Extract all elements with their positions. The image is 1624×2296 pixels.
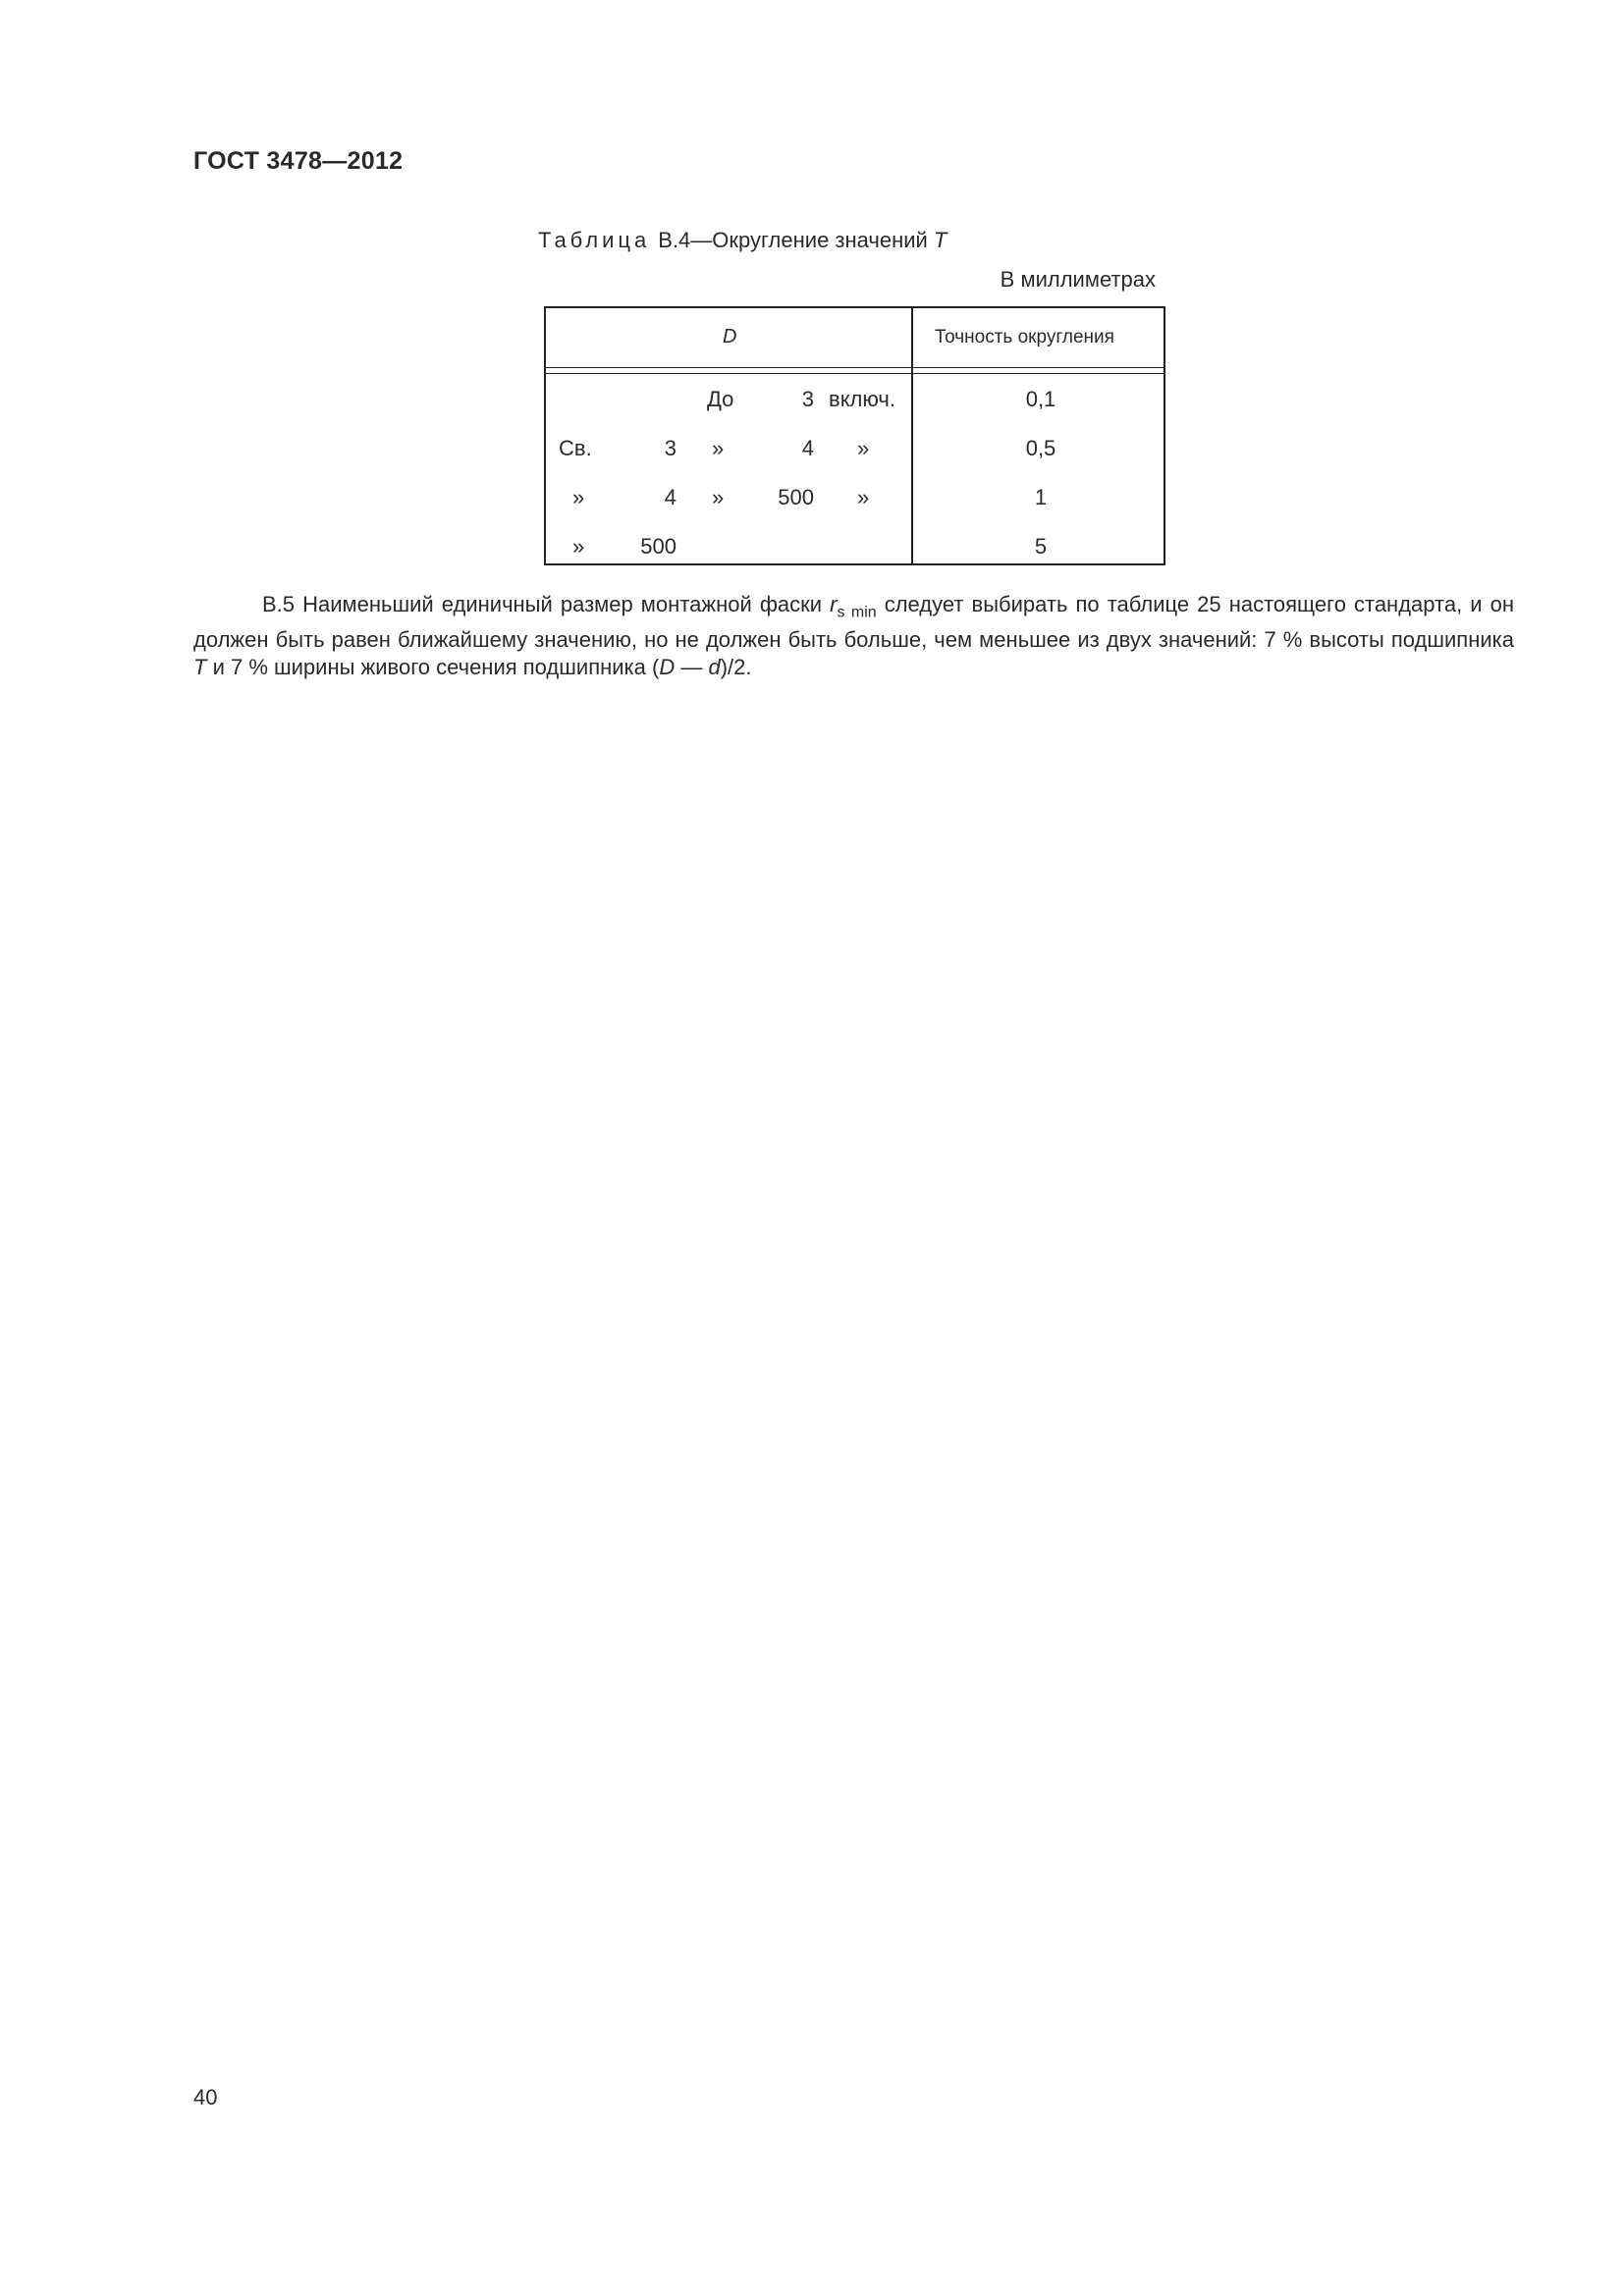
table-cell-from: 500 [640,534,677,559]
symbol-r: r [830,592,838,616]
table-cell-accuracy: 0,5 [1025,436,1056,460]
document-header: ГОСТ 3478—2012 [193,147,404,175]
column-header-accuracy: Точность округления [935,327,1114,347]
table-cell-word: До [707,387,734,411]
symbol-d-inner: d [708,655,721,680]
rounding-table [544,306,1165,565]
paragraph-b5 [193,591,1514,681]
table-cell-word: » [712,436,725,460]
table-caption [538,228,947,253]
paragraph-text: и 7 % ширины живого сечения подшипника ( [206,655,660,680]
table-cell-suffix: включ. [829,387,895,411]
table-caption-variable: T [933,228,947,252]
table-cell-accuracy: 0,1 [1025,387,1056,411]
symbol-r-subscript: s min [837,604,877,621]
table-caption-text: В.4—Округление значений [658,228,928,252]
table-cell-word: » [712,485,725,509]
page-number: 40 [193,2085,218,2109]
symbol-t: T [193,655,207,680]
table-caption-prefix: Таблица [538,228,651,252]
header-divider [546,367,1164,374]
column-header-d: D [723,326,737,347]
table-cell-prefix: Св. [559,436,592,460]
table-cell-to: 3 [801,387,814,411]
table-cell-accuracy: 5 [1034,534,1048,559]
table-cell-suffix: » [857,485,870,509]
paragraph-text: следует выбирать по таблице 25 настоящего стандарта, и он должен быть равен ближайшему значению, но не должен быть больше, чем меньшее из двух значений: 7 % высоты подшипника [193,592,1514,653]
paragraph-text: )/2. [720,655,752,680]
table-cell-prefix: » [572,485,585,509]
paragraph-text: В.5 Наименьший единичный размер монтажной фаски [262,592,831,616]
paragraph-text: — [675,655,709,680]
table-cell-to: 500 [778,485,814,509]
table-cell-accuracy: 1 [1034,485,1048,509]
table-cell-suffix: » [857,436,870,460]
table-cell-prefix: » [572,534,585,559]
table-cell-to: 4 [801,436,814,460]
symbol-d-outer: D [659,655,676,680]
table-units: В миллиметрах [1000,267,1156,292]
table-cell-from: 4 [664,485,677,509]
table-cell-from: 3 [664,436,677,460]
